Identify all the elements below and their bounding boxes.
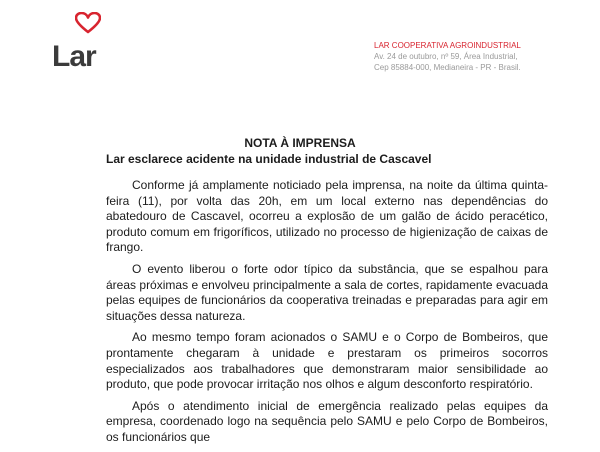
document-body (106, 178, 548, 452)
paragraph-1: Conforme já amplamente noticiado pela imprensa, na noite da última quinta-feira (11), por volta das 20h, em um local externo nas dependências do abatedouro de Cascavel, ocorreu a explosão de um galão de ácido peracético, produto comum em frigoríficos, utilizado no processo de higienização de caixas de frango. (106, 178, 548, 255)
company-brand: LAR (374, 41, 390, 50)
address-line-2: Cep 85884-000, Medianeira - PR - Brasil. (374, 63, 521, 72)
document-subtitle: Lar esclarece acidente na unidade industrial de Cascavel (106, 152, 432, 166)
paragraph-3: Ao mesmo tempo foram acionados o SAMU e o Corpo de Bombeiros, que prontamente chegaram à unidade e prestaram os primeiros socorros especializados aos trabalhadores que demonstraram maior sensibilidade ao produto, que pode provocar irritação nos olhos e algum desconforto respiratório. (106, 330, 548, 392)
document-title: NOTA À IMPRENSA (244, 136, 356, 150)
lar-logo (48, 12, 112, 74)
company-name-rest: COOPERATIVA AGROINDUSTRIAL (389, 41, 521, 50)
heart-logo-icon (75, 12, 101, 34)
address-line-1: Av. 24 de outubro, nº 59, Área Industrial, (374, 52, 518, 61)
paragraph-2: O evento liberou o forte odor típico da substância, que se espalhou para áreas próximas e envolveu principalmente a sala de cortes, rapidamente evacuada pelas equipes de funcionários da cooperativa treinadas e preparadas para agir em situações dessa natureza. (106, 261, 548, 323)
company-name (374, 40, 521, 51)
paragraph-4: Após o atendimento inicial de emergência realizado pelas equipes da empresa, coordenado logo na sequência pelo SAMU e pelo Corpo de Bombeiros, os funcionários que (106, 398, 548, 444)
company-address (374, 40, 521, 73)
logo-text: Lar (52, 40, 96, 73)
